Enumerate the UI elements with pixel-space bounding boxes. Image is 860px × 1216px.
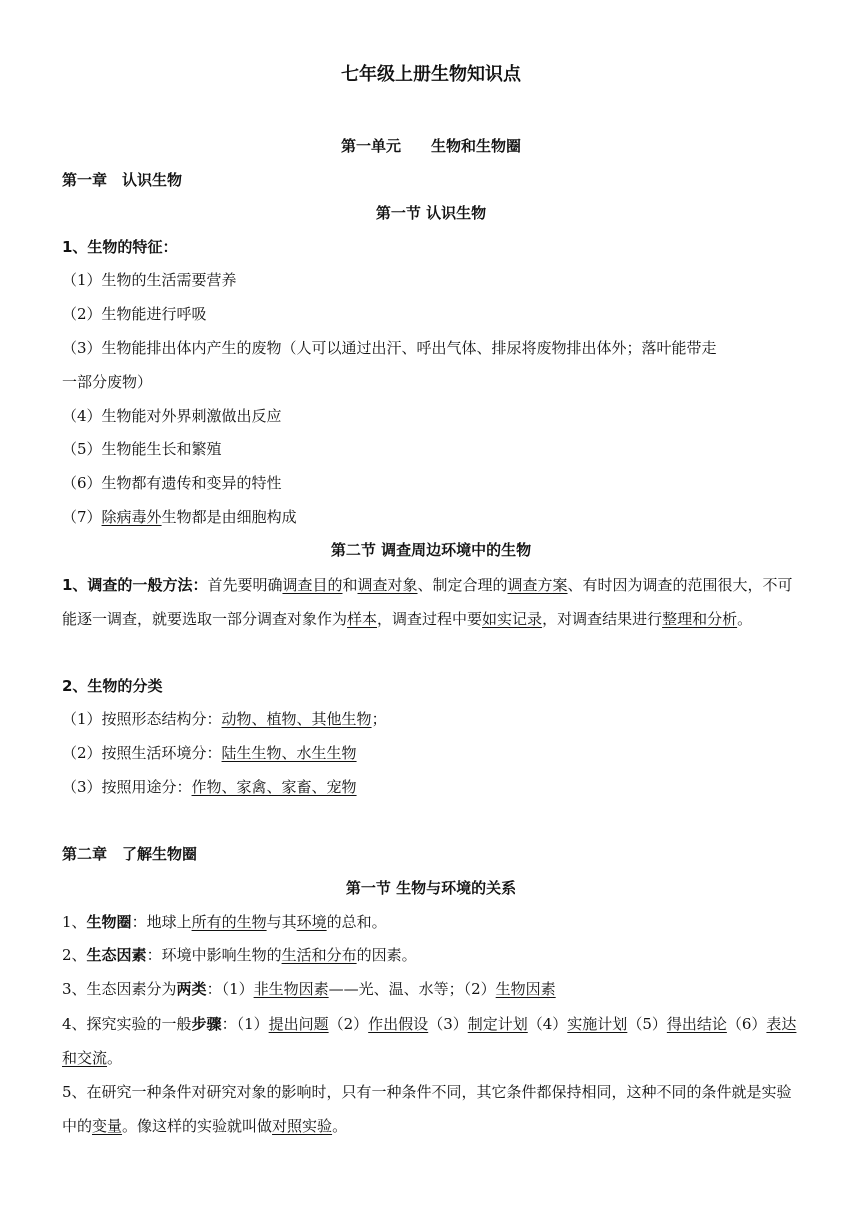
survey-paragraph	[62, 568, 800, 636]
underlined-term: 表达和交流	[62, 1015, 797, 1067]
text-run: ：（1）	[206, 980, 254, 998]
text-run: 和	[342, 576, 358, 594]
underlined-term: 调查目的	[282, 576, 343, 594]
text-run: ：环境中影响生物的	[146, 946, 282, 964]
underlined-term: 调查对象	[357, 576, 418, 594]
text-run: 。	[107, 1049, 123, 1067]
underlined-term: 除病毒外	[101, 508, 162, 526]
feature-item-text: 生物都是由细胞构成	[161, 508, 297, 526]
feature-item: （2）生物能进行呼吸	[62, 305, 207, 323]
bold-term: 生态因素	[86, 946, 147, 964]
underlined-term: 实施计划	[567, 1015, 628, 1033]
unit-heading: 第一单元 生物和生物圈	[340, 137, 521, 155]
text-run: 与其	[266, 913, 297, 931]
feature-item: （5）生物能生长和繁殖	[62, 440, 222, 458]
feature-item: （6）生物都有遗传和变异的特性	[62, 474, 282, 492]
text-run: 3、生态因素分为	[62, 980, 177, 998]
text-run: （2）	[328, 1015, 369, 1033]
underlined-term: 得出结论	[666, 1015, 727, 1033]
text-run: 1、	[62, 913, 87, 931]
text-run: 的总和。	[326, 913, 387, 931]
underlined-term: 如实记录	[482, 610, 543, 628]
underlined-term: 生活和分布	[281, 946, 357, 964]
text-run: ；	[371, 710, 387, 728]
text-run: 。	[737, 610, 753, 628]
text-run: 的因素。	[356, 946, 417, 964]
classify-item	[62, 776, 800, 798]
text-run: （2）按照生活环境分：	[62, 744, 222, 762]
underlined-term: 整理和分析	[662, 610, 738, 628]
biosphere-item	[62, 911, 800, 933]
factor-types-item	[62, 978, 800, 1000]
text-run: （5）	[627, 1015, 667, 1033]
text-run: （3）	[428, 1015, 468, 1033]
variable-paragraph	[62, 1075, 800, 1143]
text-run: ——光、温、水等；（2）	[328, 980, 496, 998]
classify-heading: 2、生物的分类	[62, 677, 163, 695]
classify-item	[62, 742, 800, 764]
features-heading: 1、生物的特征：	[62, 238, 178, 256]
document-title: 七年级上册生物知识点	[341, 64, 521, 85]
underlined-term: 动物、植物、其他生物	[221, 710, 372, 728]
text-run: ，对调查结果进行	[542, 610, 663, 628]
underlined-term: 变量	[92, 1117, 123, 1135]
text-run: 4、探究实验的一般	[62, 1015, 192, 1033]
underlined-term: 生物因素	[495, 980, 556, 998]
underlined-term: 样本	[347, 610, 378, 628]
text-run: ：地球上	[131, 913, 192, 931]
section-1-2-heading: 第二节 调查周边环境中的生物	[330, 541, 532, 559]
chapter-2-heading: 第二章 了解生物圈	[62, 845, 198, 863]
underlined-term: 对照实验	[272, 1117, 333, 1135]
experiment-steps-paragraph	[62, 1007, 800, 1075]
text-run: （3）按照用途分：	[62, 778, 192, 796]
underlined-term: 作物、家禽、家畜、宠物	[191, 778, 357, 796]
feature-item: （3）生物能排出体内产生的废物（人可以通过出汗、呼出气体、排尿将废物排出体外；落叶能带走	[62, 339, 717, 357]
bold-term: 生物圈	[86, 913, 132, 931]
underlined-term: 陆生生物、水生生物	[221, 744, 357, 762]
underlined-term: 环境	[296, 913, 327, 931]
text-run: 5、在研究一种条件对研究对象的影响时，只有一种条件不同，其它条件都保持相同，这种不同的条件就是实验中的	[62, 1083, 792, 1135]
feature-item	[62, 506, 800, 528]
feature-item: （4）生物能对外界刺激做出反应	[62, 407, 282, 425]
bold-term: 两类	[176, 980, 207, 998]
text-run: 。	[332, 1117, 348, 1135]
chapter-1-heading: 第一章 认识生物	[62, 171, 183, 189]
underlined-term: 提出问题	[268, 1015, 329, 1033]
ecological-factor-item	[62, 944, 800, 966]
text-run: 、有时因为调查的范围很大，不可能逐一调查，就要选取一部分调查对象作为	[62, 576, 793, 628]
text-run: （4）	[527, 1015, 568, 1033]
text-run: 。像这样的实验就叫做	[122, 1117, 273, 1135]
text-run: 首先要明确	[207, 576, 283, 594]
feature-item-prefix: （7）	[62, 508, 102, 526]
section-1-1-heading: 第一节 认识生物	[375, 204, 487, 222]
text-run: 、制定合理的	[417, 576, 508, 594]
text-run: ，调查过程中要	[377, 610, 483, 628]
underlined-term: 所有的生物	[191, 913, 267, 931]
underlined-term: 作出假设	[368, 1015, 429, 1033]
text-run: （6）	[726, 1015, 767, 1033]
underlined-term: 制定计划	[467, 1015, 528, 1033]
bold-term: 步骤	[191, 1015, 222, 1033]
feature-item: 一部分废物）	[62, 373, 153, 391]
text-run: 2、	[62, 946, 87, 964]
text-run: （1）按照形态结构分：	[62, 710, 222, 728]
survey-label: 1、调查的一般方法：	[62, 576, 208, 594]
classify-item	[62, 708, 800, 730]
underlined-term: 调查方案	[507, 576, 568, 594]
feature-item: （1）生物的生活需要营养	[62, 271, 237, 289]
underlined-term: 非生物因素	[253, 980, 329, 998]
text-run: ：（1）	[221, 1015, 269, 1033]
section-2-1-heading: 第一节 生物与环境的关系	[345, 879, 517, 897]
